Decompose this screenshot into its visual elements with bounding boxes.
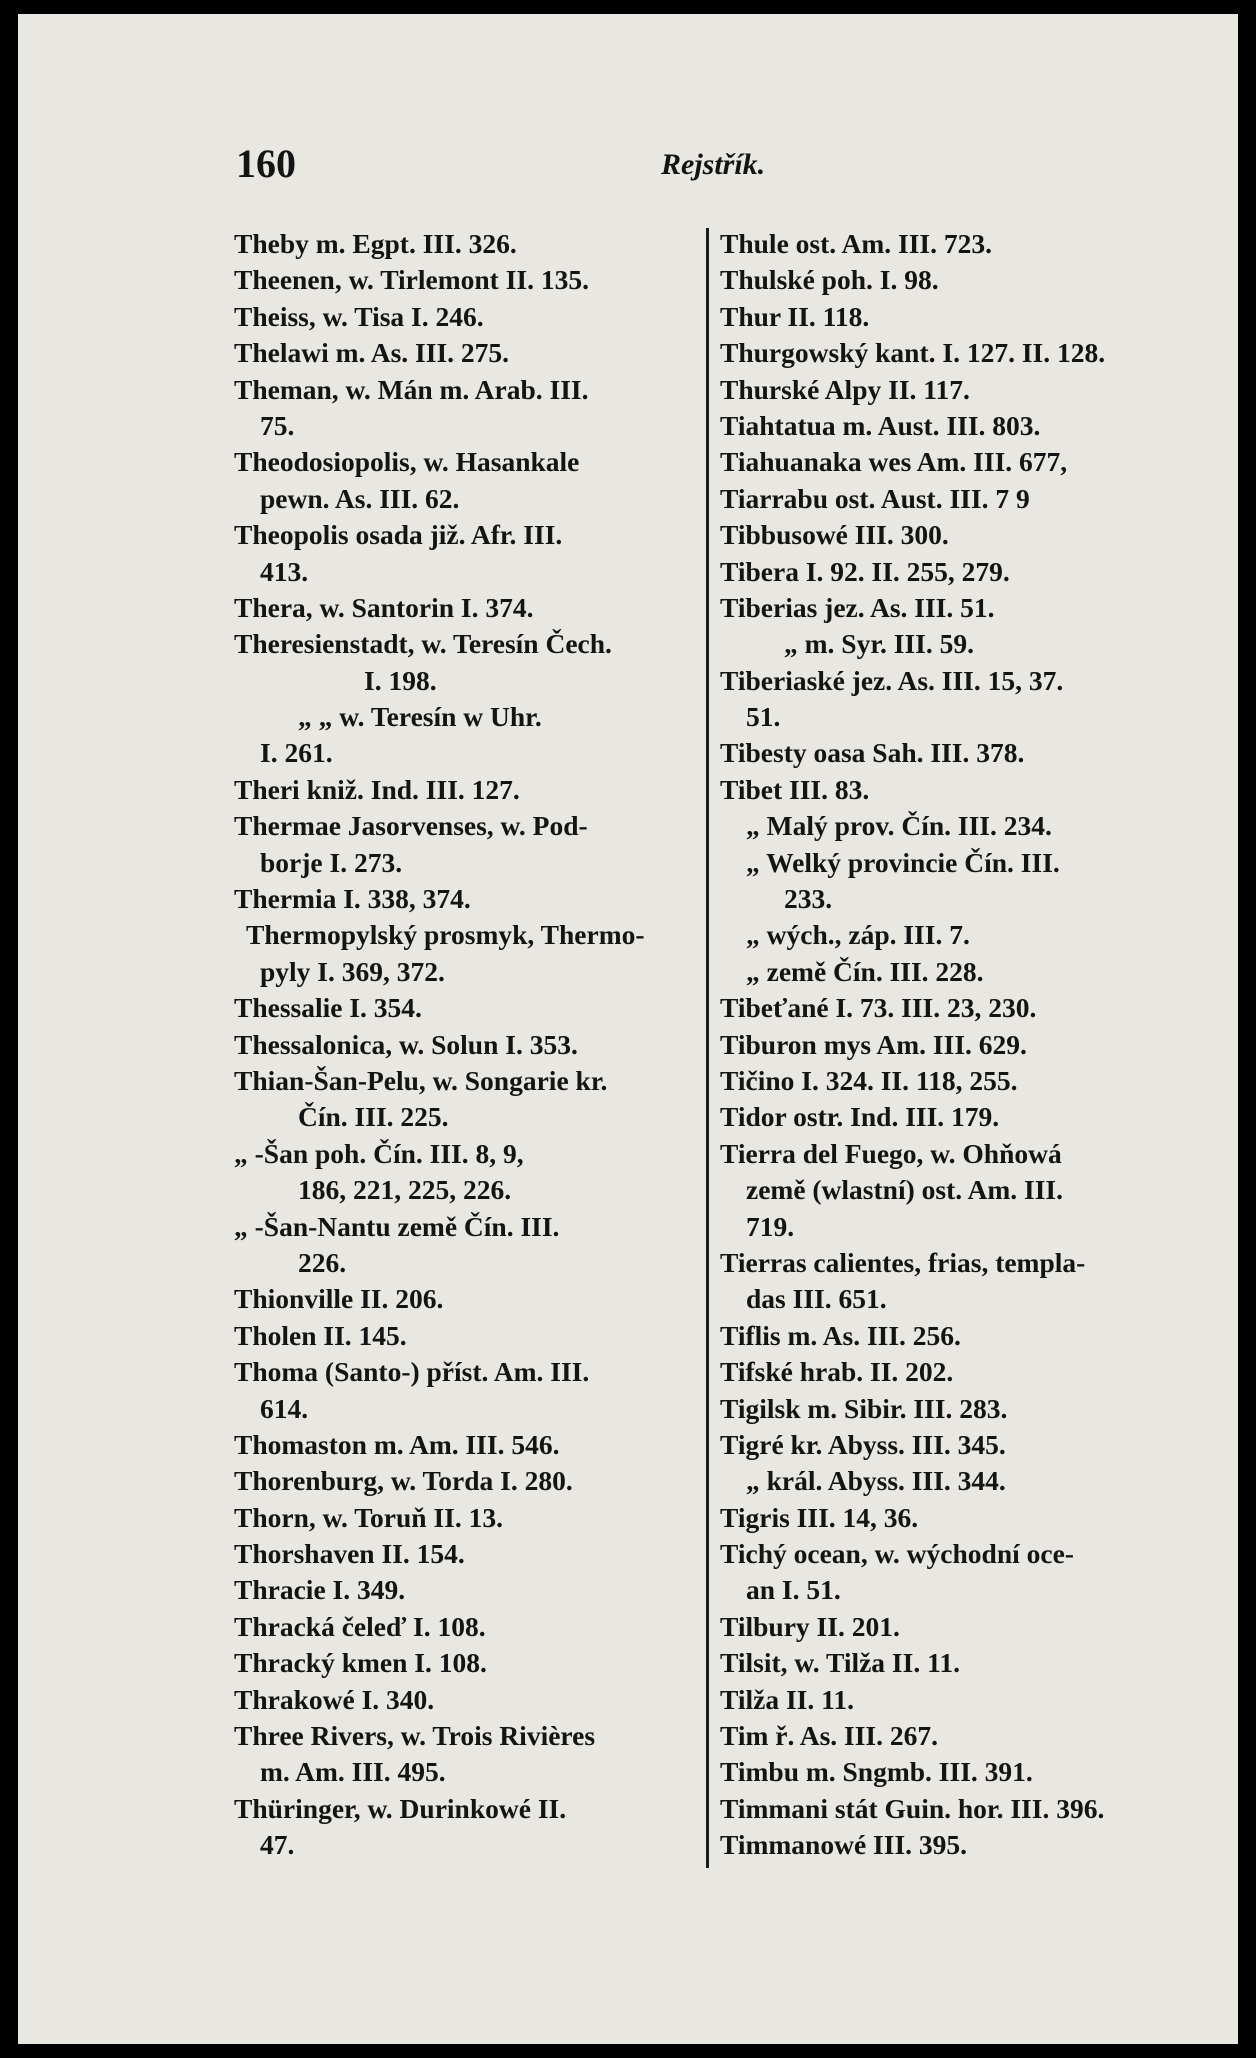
index-entry-line: Tilbury II. 201. bbox=[720, 1610, 900, 1642]
index-entry-line: 226. bbox=[298, 1246, 347, 1278]
index-entry-line: 614. bbox=[260, 1392, 309, 1424]
index-entry-line: „ m. Syr. III. 59. bbox=[784, 628, 974, 660]
index-entry-line: pewn. As. III. 62. bbox=[260, 482, 460, 514]
index-entry-line: borje I. 273. bbox=[260, 846, 403, 878]
index-entry-line: Thoma (Santo-) příst. Am. III. bbox=[234, 1356, 590, 1388]
index-entry-line: 233. bbox=[784, 883, 833, 915]
index-entry-line: Tibbusowé III. 300. bbox=[720, 519, 949, 551]
index-entry-line: Theresienstadt, w. Teresín Čech. bbox=[234, 628, 612, 660]
index-entry-line: Tifské hrab. II. 202. bbox=[720, 1356, 954, 1388]
index-entry-line: Thelawi m. As. III. 275. bbox=[234, 337, 510, 369]
index-entry-line: Tibet III. 83. bbox=[720, 773, 870, 805]
page-number: 160 bbox=[236, 141, 296, 186]
index-entry-line: Thulské poh. I. 98. bbox=[720, 264, 939, 296]
index-entry-line: Thera, w. Santorin I. 374. bbox=[234, 591, 534, 623]
index-entry-line: m. Am. III. 495. bbox=[260, 1756, 446, 1788]
index-entry-line: Tiahuanaka wes Am. III. 677, bbox=[720, 446, 1068, 478]
index-entry-line: Thian-Šan-Pelu, w. Songarie kr. bbox=[234, 1064, 608, 1096]
index-entry-line: Thrakowé I. 340. bbox=[234, 1683, 435, 1715]
index-entry-line: Tiberias jez. As. III. 51. bbox=[720, 591, 995, 623]
index-entry-line: Tim ř. As. III. 267. bbox=[720, 1720, 938, 1752]
index-entry-line: „ „ w. Teresín w Uhr. bbox=[298, 701, 542, 733]
index-entry-line: Thessalonica, w. Solun I. 353. bbox=[234, 1028, 578, 1060]
index-entry-line: 186, 221, 225, 226. bbox=[298, 1174, 512, 1206]
index-entry-line: Thüringer, w. Durinkowé II. bbox=[234, 1792, 567, 1824]
index-entry-line: das III. 651. bbox=[746, 1283, 887, 1315]
index-entry-line: Tichý ocean, w. wýchodní oce- bbox=[720, 1538, 1074, 1570]
index-entry-line: Tigilsk m. Sibir. III. 283. bbox=[720, 1392, 1008, 1424]
index-entry-line: Thorenburg, w. Torda I. 280. bbox=[234, 1465, 573, 1497]
index-entry-line: 75. bbox=[260, 409, 295, 441]
index-entry-line: „ -Šan poh. Čín. III. 8, 9, bbox=[234, 1137, 524, 1169]
index-entry-line: Timmani stát Guin. hor. III. 396. bbox=[720, 1792, 1105, 1824]
index-entry-line: Thracká čeleď I. 108. bbox=[234, 1610, 486, 1642]
index-entry-line: Thessalie I. 354. bbox=[234, 992, 422, 1024]
index-entry-line: Thermae Jasorvenses, w. Pod- bbox=[234, 810, 588, 842]
index-entry-line: Theenen, w. Tirlemont II. 135. bbox=[234, 264, 589, 296]
index-entry-line: Timbu m. Sngmb. III. 391. bbox=[720, 1756, 1033, 1788]
index-entry-line: 51. bbox=[746, 701, 781, 733]
index-entry-line: pyly I. 369, 372. bbox=[260, 955, 445, 987]
index-entry-line: Thracký kmen I. 108. bbox=[234, 1647, 487, 1679]
index-entry-line: Theri kniž. Ind. III. 127. bbox=[234, 773, 520, 805]
index-entry-line: I. 261. bbox=[260, 737, 333, 769]
index-entry-line: „ wých., záp. III. 7. bbox=[746, 919, 970, 951]
index-entry-line: „ král. Abyss. III. 344. bbox=[746, 1465, 1006, 1497]
index-entry-line: „ -Šan-Nantu země Čín. III. bbox=[234, 1210, 560, 1242]
index-entry-line: Tiarrabu ost. Aust. III. 7 9 bbox=[720, 482, 1030, 514]
index-entry-line: Tigris III. 14, 36. bbox=[720, 1501, 919, 1533]
index-entry-line: Tierra del Fuego, w. Ohňowá bbox=[720, 1137, 1062, 1169]
index-entry-line: 719. bbox=[746, 1210, 795, 1242]
index-entry-line: Tidor ostr. Ind. III. 179. bbox=[720, 1101, 1000, 1133]
index-entry-line: Theman, w. Mán m. Arab. III. bbox=[234, 373, 589, 405]
index-entry-line: Thurské Alpy II. 117. bbox=[720, 373, 970, 405]
index-entry-line: 413. bbox=[260, 555, 309, 587]
index-entry-line: I. 198. bbox=[364, 664, 437, 696]
index-entry-line: Thermopylský prosmyk, Thermo- bbox=[246, 919, 645, 951]
running-title: Rejstřík. bbox=[661, 148, 766, 181]
index-entry-line: Thorn, w. Toruň II. 13. bbox=[234, 1501, 503, 1533]
index-entry-line: Thur II. 118. bbox=[720, 300, 870, 332]
index-entry-line: Thionville II. 206. bbox=[234, 1283, 444, 1315]
index-entry-line: Thermia I. 338, 374. bbox=[234, 883, 471, 915]
index-column-left bbox=[234, 226, 694, 1864]
index-entry-line: Tiburon mys Am. III. 629. bbox=[720, 1028, 1027, 1060]
index-entry-line: Tholen II. 145. bbox=[234, 1319, 407, 1351]
column-divider bbox=[706, 228, 709, 1868]
index-entry-line: Timmanowé III. 395. bbox=[720, 1829, 968, 1861]
book-page bbox=[18, 14, 1238, 2044]
index-entry-line: Theiss, w. Tisa I. 246. bbox=[234, 300, 484, 332]
index-entry-line: Thorshaven II. 154. bbox=[234, 1538, 465, 1570]
index-entry-line: Tibeťané I. 73. III. 23, 230. bbox=[720, 992, 1037, 1024]
index-entry-line: Theopolis osada již. Afr. III. bbox=[234, 519, 563, 551]
index-entry-line: Three Rivers, w. Trois Rivières bbox=[234, 1720, 596, 1752]
index-entry-line: 47. bbox=[260, 1829, 295, 1861]
index-entry-line: Tilža II. 11. bbox=[720, 1683, 854, 1715]
page-header bbox=[18, 139, 1238, 199]
index-entry-line: Theby m. Egpt. III. 326. bbox=[234, 228, 517, 259]
index-entry-line: Tibera I. 92. II. 255, 279. bbox=[720, 555, 1010, 587]
index-entry-line: Tiflis m. As. III. 256. bbox=[720, 1319, 961, 1351]
index-entry-line: „ Malý prov. Čín. III. 234. bbox=[746, 810, 1052, 842]
index-entry-line: Tibesty oasa Sah. III. 378. bbox=[720, 737, 1025, 769]
index-entry-line: „ země Čín. III. 228. bbox=[746, 955, 984, 987]
index-entry-line: Tilsit, w. Tilža II. 11. bbox=[720, 1647, 960, 1679]
index-column-right bbox=[720, 226, 1190, 1864]
index-entry-line: Thracie I. 349. bbox=[234, 1574, 406, 1606]
index-entry-line: Tierras calientes, frias, templa- bbox=[720, 1246, 1086, 1278]
index-entry-line: an I. 51. bbox=[746, 1574, 841, 1606]
index-entry-line: Thule ost. Am. III. 723. bbox=[720, 228, 992, 259]
index-entry-line: Tičino I. 324. II. 118, 255. bbox=[720, 1064, 1018, 1096]
index-entry-line: Čín. III. 225. bbox=[298, 1101, 449, 1133]
index-entry-line: Tigré kr. Abyss. III. 345. bbox=[720, 1428, 1006, 1460]
index-entry-line: Thomaston m. Am. III. 546. bbox=[234, 1428, 560, 1460]
index-entry-line: Theodosiopolis, w. Hasankale bbox=[234, 446, 580, 478]
index-entry-line: Tiberiaské jez. As. III. 15, 37. bbox=[720, 664, 1064, 696]
index-entry-line: země (wlastní) ost. Am. III. bbox=[746, 1174, 1063, 1206]
index-entry-line: Thurgowský kant. I. 127. II. 128. bbox=[720, 337, 1106, 369]
index-entry-line: „ Welký provincie Čín. III. bbox=[746, 846, 1060, 878]
index-entry-line: Tiahtatua m. Aust. III. 803. bbox=[720, 409, 1041, 441]
